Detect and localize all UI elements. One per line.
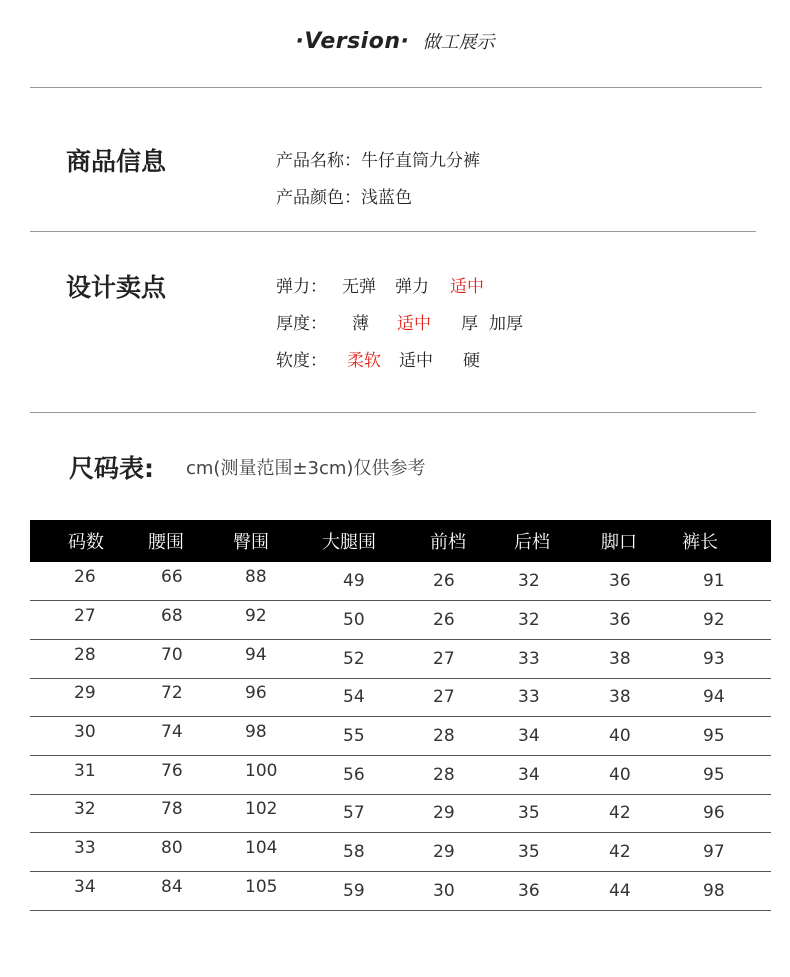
table-cell: 95 <box>703 764 725 785</box>
table-cell: 27 <box>74 606 96 627</box>
table-cell: 56 <box>343 764 365 785</box>
table-cell: 36 <box>609 571 631 592</box>
table-cell: 42 <box>609 842 631 863</box>
divider-2 <box>30 412 756 413</box>
table-cell: 57 <box>343 803 365 824</box>
product-name-label: 产品名称： <box>276 151 361 171</box>
product-name-value: 牛仔直筒九分裤 <box>361 151 480 171</box>
table-cell: 49 <box>343 571 365 592</box>
product-name-line <box>276 146 480 171</box>
softness-option-selected: 柔软 <box>347 351 381 371</box>
table-cell: 102 <box>245 799 278 820</box>
column-header: 后档 <box>514 532 550 553</box>
table-row <box>30 717 771 756</box>
column-header: 前档 <box>430 532 466 553</box>
product-color-line <box>276 183 412 208</box>
thickness-label: 厚度： <box>276 314 327 334</box>
brand-version: ·Version· <box>295 29 410 54</box>
product-info-title: 商品信息 <box>66 147 167 176</box>
table-cell: 26 <box>433 571 455 592</box>
column-header: 码数 <box>68 532 104 553</box>
product-color-label: 产品颜色： <box>276 188 361 208</box>
column-header: 裤长 <box>682 532 718 553</box>
table-cell: 94 <box>703 687 725 708</box>
elasticity-label: 弹力： <box>276 277 327 297</box>
table-row <box>30 562 771 601</box>
size-table-header <box>30 520 771 562</box>
table-cell: 59 <box>343 880 365 901</box>
divider-top <box>30 87 762 88</box>
table-cell: 58 <box>343 842 365 863</box>
column-header: 臀围 <box>233 532 269 553</box>
table-cell: 32 <box>74 799 96 820</box>
table-cell: 72 <box>161 683 183 704</box>
table-cell: 80 <box>161 838 183 859</box>
table-cell: 34 <box>74 876 96 897</box>
table-cell: 104 <box>245 838 278 859</box>
table-cell: 54 <box>343 687 365 708</box>
table-cell: 78 <box>161 799 183 820</box>
table-row <box>30 601 771 640</box>
table-cell: 92 <box>245 606 267 627</box>
table-cell: 44 <box>609 880 631 901</box>
table-cell: 74 <box>161 722 183 743</box>
table-cell: 92 <box>703 610 725 631</box>
table-cell: 42 <box>609 803 631 824</box>
table-cell: 84 <box>161 876 183 897</box>
table-row <box>30 833 771 872</box>
table-row <box>30 872 771 911</box>
table-cell: 100 <box>245 760 278 781</box>
design-row-thickness <box>276 309 523 334</box>
table-cell: 34 <box>518 726 540 747</box>
table-cell: 66 <box>161 567 183 588</box>
design-row-elasticity <box>276 272 484 297</box>
table-cell: 40 <box>609 764 631 785</box>
table-cell: 98 <box>245 722 267 743</box>
table-cell: 55 <box>343 726 365 747</box>
table-cell: 40 <box>609 726 631 747</box>
column-header: 腰围 <box>148 532 184 553</box>
size-table <box>30 520 771 911</box>
table-cell: 29 <box>433 803 455 824</box>
elasticity-option: 无弹 <box>342 277 376 297</box>
table-cell: 35 <box>518 842 540 863</box>
page-header <box>0 28 790 54</box>
table-cell: 36 <box>518 880 540 901</box>
table-cell: 32 <box>518 571 540 592</box>
table-cell: 29 <box>74 683 96 704</box>
table-row <box>30 755 771 794</box>
table-cell: 30 <box>74 722 96 743</box>
table-cell: 35 <box>518 803 540 824</box>
table-cell: 95 <box>703 726 725 747</box>
table-cell: 98 <box>703 880 725 901</box>
size-table-body <box>30 562 771 910</box>
softness-option: 适中 <box>399 351 433 371</box>
table-cell: 33 <box>518 648 540 669</box>
table-cell: 26 <box>74 567 96 588</box>
thickness-option-selected: 适中 <box>397 314 431 334</box>
design-row-softness <box>276 346 480 371</box>
table-cell: 105 <box>245 876 278 897</box>
table-cell: 38 <box>609 648 631 669</box>
table-cell: 36 <box>609 610 631 631</box>
table-cell: 26 <box>433 610 455 631</box>
column-header: 脚口 <box>601 532 637 553</box>
table-cell: 68 <box>161 606 183 627</box>
table-cell: 32 <box>518 610 540 631</box>
table-cell: 93 <box>703 648 725 669</box>
table-cell: 96 <box>245 683 267 704</box>
table-cell: 28 <box>433 764 455 785</box>
table-row <box>30 678 771 717</box>
table-cell: 28 <box>433 726 455 747</box>
thickness-option: 薄 <box>352 314 369 334</box>
thickness-option: 加厚 <box>489 314 523 334</box>
table-cell: 28 <box>74 644 96 665</box>
table-cell: 91 <box>703 571 725 592</box>
table-cell: 38 <box>609 687 631 708</box>
table-cell: 30 <box>433 880 455 901</box>
table-row <box>30 639 771 678</box>
table-cell: 52 <box>343 648 365 669</box>
table-cell: 31 <box>74 760 96 781</box>
size-chart-note: cm(测量范围±3cm)仅供参考 <box>186 458 426 479</box>
table-row <box>30 794 771 833</box>
size-chart-title: 尺码表: <box>69 454 154 483</box>
table-cell: 29 <box>433 842 455 863</box>
table-cell: 88 <box>245 567 267 588</box>
table-cell: 97 <box>703 842 725 863</box>
table-cell: 33 <box>74 838 96 859</box>
table-cell: 33 <box>518 687 540 708</box>
table-cell: 27 <box>433 648 455 669</box>
table-cell: 76 <box>161 760 183 781</box>
column-header: 大腿围 <box>322 532 376 553</box>
table-cell: 34 <box>518 764 540 785</box>
product-color-value: 浅蓝色 <box>361 188 412 208</box>
softness-option: 硬 <box>463 351 480 371</box>
elasticity-option: 弹力 <box>395 277 429 297</box>
divider-1 <box>30 231 756 232</box>
thickness-option: 厚 <box>461 314 478 334</box>
table-cell: 94 <box>245 644 267 665</box>
table-cell: 96 <box>703 803 725 824</box>
table-cell: 50 <box>343 610 365 631</box>
table-cell: 27 <box>433 687 455 708</box>
header-subtitle: 做工展示 <box>422 32 495 53</box>
design-title: 设计卖点 <box>66 273 167 302</box>
softness-label: 软度： <box>276 351 327 371</box>
table-cell: 70 <box>161 644 183 665</box>
elasticity-option-selected: 适中 <box>450 277 484 297</box>
